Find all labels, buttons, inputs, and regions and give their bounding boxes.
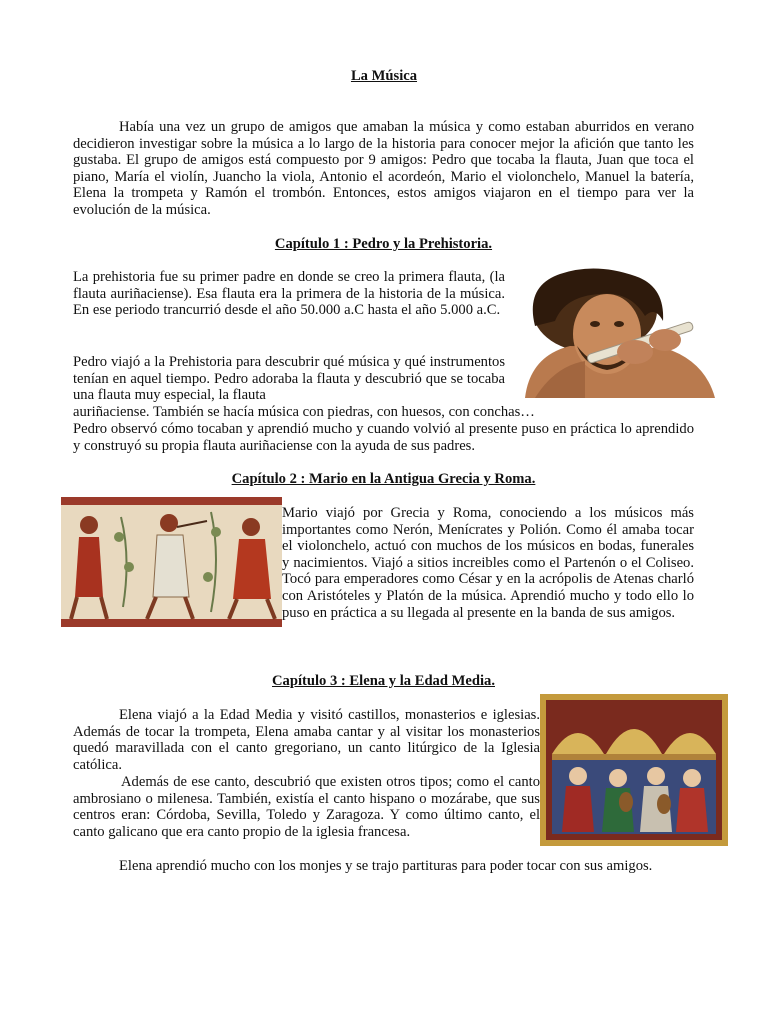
chapter-3-paragraph-3 xyxy=(73,858,694,875)
chapter-3-text-1: Elena viajó a la Edad Media y visitó castillos, monasterios e iglesias. Además de tocar la trompeta, Elena amaba cantar y al visitar los monasterios quedó maravillada con el canto gregoriano, un canto litúrgico de la Iglesia católica. xyxy=(73,707,540,773)
chapter-3-paragraph-2 xyxy=(73,774,540,840)
chapter-3-text-3: Elena aprendió mucho con los monjes y se trajo partituras para poder tocar con sus amigos. xyxy=(119,858,653,874)
chapter-3-heading: Capítulo 3 : Elena y la Edad Media. xyxy=(272,673,495,689)
greek-musicians-fresco-image xyxy=(61,497,282,627)
intro-paragraph xyxy=(73,119,694,219)
chapter-2-paragraph xyxy=(282,505,694,621)
chapter-1-text-2b: auriñaciense. También se hacía música con piedras, con huesos, con conchas… xyxy=(73,404,535,420)
chapter-3-paragraph-1 xyxy=(73,707,540,773)
chapter-3-text-2: Además de ese canto, descubrió que existen otros tipos; como el canto ambrosiano o milenesa. También, existía el canto hispano o mozárabe, que sus centros eran: Córdoba, Sevilla, Toledo y Zaragoza. Y como último canto, el canto galicano que era canto propio de la iglesia francesa. xyxy=(73,774,540,840)
chapter-1-heading: Capítulo 1 : Pedro y la Prehistoria. xyxy=(274,236,493,252)
document-title: La Música xyxy=(350,68,418,84)
chapter-1-paragraph-3 xyxy=(73,421,694,454)
chapter-1-paragraph-1 xyxy=(73,269,505,319)
chapter-1-text-2c: Pedro observó cómo tocaban y aprendió mucho y cuando volvió al presente puso en práctica lo aprendido y construyó su propia flauta auriñaciense con la ayuda de sus padres. xyxy=(73,421,694,454)
caveman-flute-image xyxy=(515,266,715,398)
medieval-musicians-miniature-image xyxy=(540,694,728,846)
intro-text: Había una vez un grupo de amigos que amaban la música y como estaban aburridos en verano decidieron investigar sobre la música a lo largo de la historia para conocer mejor la afición que tanto les gustaba. El grupo de amigos está compuesto por 9 amigos: Pedro que tocaba la flauta, Juan que toca el piano, María el violín, Juancho la viola, Antonio el acordeón, Mario el violonchelo, Manuel la batería, Elena la trompeta y Ramón el trombón. Entonces, estos amigos viajaron en el tiempo para ver la evolución de la música. xyxy=(73,119,694,218)
chapter-1-text-1: La prehistoria fue su primer padre en donde se creo la primera flauta, (la flauta auriñaciense). Esa flauta era la primera de la historia de la música. En ese periodo trancurrió desde el año 50.000 a.C hasta el año 5.000 a.C. xyxy=(73,269,505,319)
chapter-2-heading: Capítulo 2 : Mario en la Antigua Grecia y Roma. xyxy=(231,471,536,487)
chapter-2-text: Mario viajó por Grecia y Roma, conociendo a los músicos más importantes como Nerón, Menícrates y Polión. Como él amaba tocar el violonchelo, actuó con muchos de los músicos en bodas, funerales y nacimientos. Viajó a sitios increibles como el Partenón o el Coliseo. Tocó para emperadores como César y en la acrópolis de Atenas charló con Aristóteles y Platón de la música. Aprendió mucho y todo ello lo puso en práctica a su llegada al presente en la banda de sus amigos. xyxy=(282,505,694,621)
chapter-1-paragraph-2 xyxy=(73,354,505,404)
chapter-1-paragraph-2-continued xyxy=(73,404,694,421)
chapter-1-text-2a: Pedro viajó a la Prehistoria para descubrir qué música y qué instrumentos tenían en aquel tiempo. Pedro adoraba la flauta y descubrió que se tocaba una flauta muy especial, la flauta xyxy=(73,354,505,404)
